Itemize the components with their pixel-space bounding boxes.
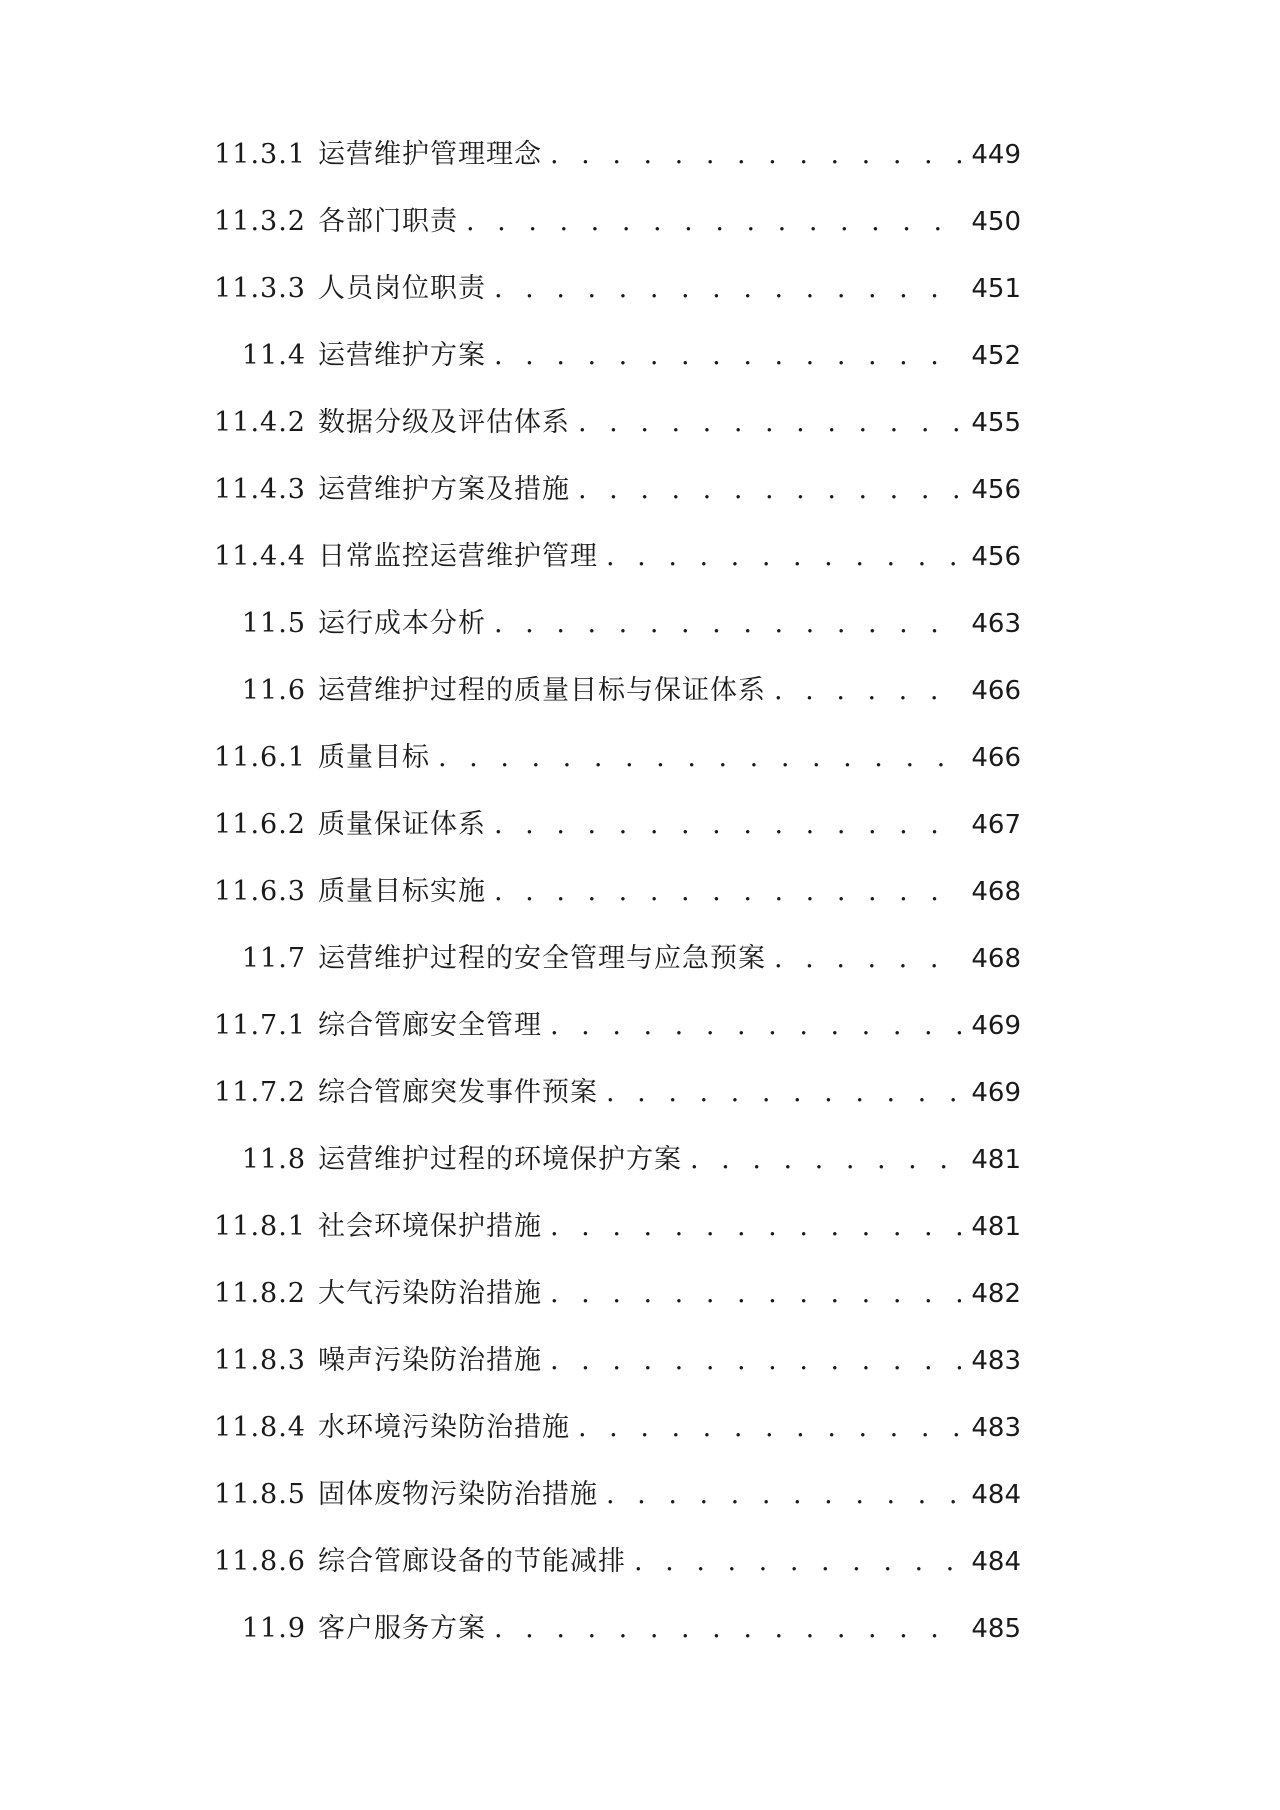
toc-dot-leader (774, 939, 961, 979)
toc-entry-title: 各部门职责 (318, 206, 458, 237)
toc-entry-page: 466 (971, 743, 1021, 773)
toc-entry-page: 450 (971, 207, 1021, 237)
toc-entry-page: 463 (971, 609, 1021, 639)
toc-entry-title: 数据分级及评估体系 (318, 407, 570, 438)
toc-entry[interactable] (0, 872, 1280, 912)
toc-entry-page: 467 (971, 810, 1021, 840)
toc-dot-leader (494, 805, 961, 845)
toc-entry[interactable] (0, 1274, 1280, 1314)
toc-entry[interactable] (0, 269, 1280, 309)
toc-entry-number: 11.6.2 (214, 809, 306, 840)
toc-entry-number: 11.6.3 (214, 876, 306, 907)
toc-dot-leader (690, 1140, 961, 1180)
toc-entry-page: 483 (971, 1413, 1021, 1443)
toc-entry[interactable] (0, 805, 1280, 845)
toc-dot-leader (466, 202, 961, 242)
toc-entry-page: 484 (971, 1547, 1021, 1577)
toc-entry[interactable] (0, 1609, 1280, 1649)
toc-entry-title: 综合管廊设备的节能减排 (318, 1546, 626, 1577)
toc-entry[interactable] (0, 939, 1280, 979)
toc-entry-page: 483 (971, 1346, 1021, 1376)
toc-dot-leader (550, 1207, 961, 1247)
toc-entry-title: 综合管廊突发事件预案 (318, 1077, 598, 1108)
toc-entry-number: 11.3.1 (214, 139, 306, 170)
toc-entry-page: 484 (971, 1480, 1021, 1510)
toc-entry-page: 468 (971, 944, 1021, 974)
toc-entry-number: 11.6 (241, 675, 306, 706)
toc-entry-number: 11.8.2 (214, 1278, 306, 1309)
toc-entry-number: 11.9 (241, 1613, 306, 1644)
toc-entry-number: 11.4.3 (214, 474, 306, 505)
toc-dot-leader (550, 135, 961, 175)
toc-entry-title: 质量保证体系 (318, 809, 486, 840)
toc-entry-title: 客户服务方案 (318, 1613, 486, 1644)
toc-dot-leader (494, 269, 961, 309)
toc-entry[interactable] (0, 671, 1280, 711)
toc-entry-page: 455 (971, 408, 1021, 438)
toc-entry[interactable] (0, 1207, 1280, 1247)
toc-dot-leader (578, 403, 961, 443)
toc-entry-number: 11.5 (241, 608, 306, 639)
toc-entry-number: 11.8.5 (214, 1479, 306, 1510)
toc-entry-page: 482 (971, 1279, 1021, 1309)
toc-entry-page: 485 (971, 1614, 1021, 1644)
toc-dot-leader (550, 1274, 961, 1314)
toc-entry-number: 11.8.1 (214, 1211, 306, 1242)
toc-entry-number: 11.8.6 (214, 1546, 306, 1577)
toc-entry[interactable] (0, 336, 1280, 376)
toc-dot-leader (494, 872, 961, 912)
toc-dot-leader (606, 1475, 961, 1515)
toc-dot-leader (550, 1341, 961, 1381)
toc-entry-page: 468 (971, 877, 1021, 907)
toc-entry-page: 481 (971, 1212, 1021, 1242)
toc-entry-page: 452 (971, 341, 1021, 371)
toc-entry-page: 481 (971, 1145, 1021, 1175)
toc-entry-title: 运营维护方案及措施 (318, 474, 570, 505)
toc-entry-number: 11.6.1 (214, 742, 306, 773)
toc-dot-leader (578, 470, 961, 510)
toc-entry-title: 质量目标实施 (318, 876, 486, 907)
toc-entry-number: 11.3.2 (214, 206, 306, 237)
toc-entry-title: 日常监控运营维护管理 (318, 541, 598, 572)
toc-entry-number: 11.4.4 (214, 541, 306, 572)
toc-entry-number: 11.4.2 (214, 407, 306, 438)
toc-entry-title: 大气污染防治措施 (318, 1278, 542, 1309)
toc-dot-leader (774, 671, 961, 711)
toc-entry[interactable] (0, 738, 1280, 778)
toc-entry-page: 469 (971, 1011, 1021, 1041)
toc-entry-title: 运营维护过程的环境保护方案 (318, 1144, 682, 1175)
toc-entry-title: 综合管廊安全管理 (318, 1010, 542, 1041)
toc-entry-title: 运营维护过程的安全管理与应急预案 (318, 943, 766, 974)
toc-entry-title: 水环境污染防治措施 (318, 1412, 570, 1443)
toc-entry[interactable] (0, 1006, 1280, 1046)
toc-entry-page: 456 (971, 475, 1021, 505)
toc-entry-title: 固体废物污染防治措施 (318, 1479, 598, 1510)
toc-entry[interactable] (0, 604, 1280, 644)
toc-entry-number: 11.7 (241, 943, 306, 974)
toc-dot-leader (494, 1609, 961, 1649)
toc-dot-leader (550, 1006, 961, 1046)
toc-entry-page: 449 (971, 140, 1021, 170)
toc-entry[interactable] (0, 470, 1280, 510)
toc-entry-title: 运营维护方案 (318, 340, 486, 371)
toc-entry-title: 运营维护管理理念 (318, 139, 542, 170)
toc-entry-page: 466 (971, 676, 1021, 706)
toc-dot-leader (634, 1542, 961, 1582)
toc-dot-leader (606, 537, 961, 577)
toc-entry-number: 11.4 (241, 340, 306, 371)
toc-entry[interactable] (0, 1542, 1280, 1582)
toc-entry-title: 质量目标 (318, 742, 430, 773)
toc-entry-number: 11.8 (241, 1144, 306, 1175)
toc-entry[interactable] (0, 403, 1280, 443)
toc-entry-title: 运营维护过程的质量目标与保证体系 (318, 675, 766, 706)
toc-entry[interactable] (0, 1408, 1280, 1448)
toc-entry-title: 社会环境保护措施 (318, 1211, 542, 1242)
toc-entry[interactable] (0, 1073, 1280, 1113)
toc-entry[interactable] (0, 1341, 1280, 1381)
toc-entry[interactable] (0, 135, 1280, 175)
toc-entry[interactable] (0, 537, 1280, 577)
toc-entry-number: 11.7.2 (214, 1077, 306, 1108)
toc-entry[interactable] (0, 1140, 1280, 1180)
toc-dot-leader (438, 738, 961, 778)
toc-entry-page: 469 (971, 1078, 1021, 1108)
toc-entry-number: 11.8.3 (214, 1345, 306, 1376)
toc-entry[interactable] (0, 1475, 1280, 1515)
toc-entry-number: 11.8.4 (214, 1412, 306, 1443)
toc-dot-leader (494, 336, 961, 376)
toc-entry-title: 人员岗位职责 (318, 273, 486, 304)
toc-entry-page: 451 (971, 274, 1021, 304)
toc-entry-title: 噪声污染防治措施 (318, 1345, 542, 1376)
toc-entry-number: 11.7.1 (214, 1010, 306, 1041)
toc-entry-number: 11.3.3 (214, 273, 306, 304)
toc-dot-leader (578, 1408, 961, 1448)
toc-dot-leader (494, 604, 961, 644)
toc-entry-page: 456 (971, 542, 1021, 572)
toc-dot-leader (606, 1073, 961, 1113)
toc-entry-title: 运行成本分析 (318, 608, 486, 639)
toc-entry[interactable] (0, 202, 1280, 242)
